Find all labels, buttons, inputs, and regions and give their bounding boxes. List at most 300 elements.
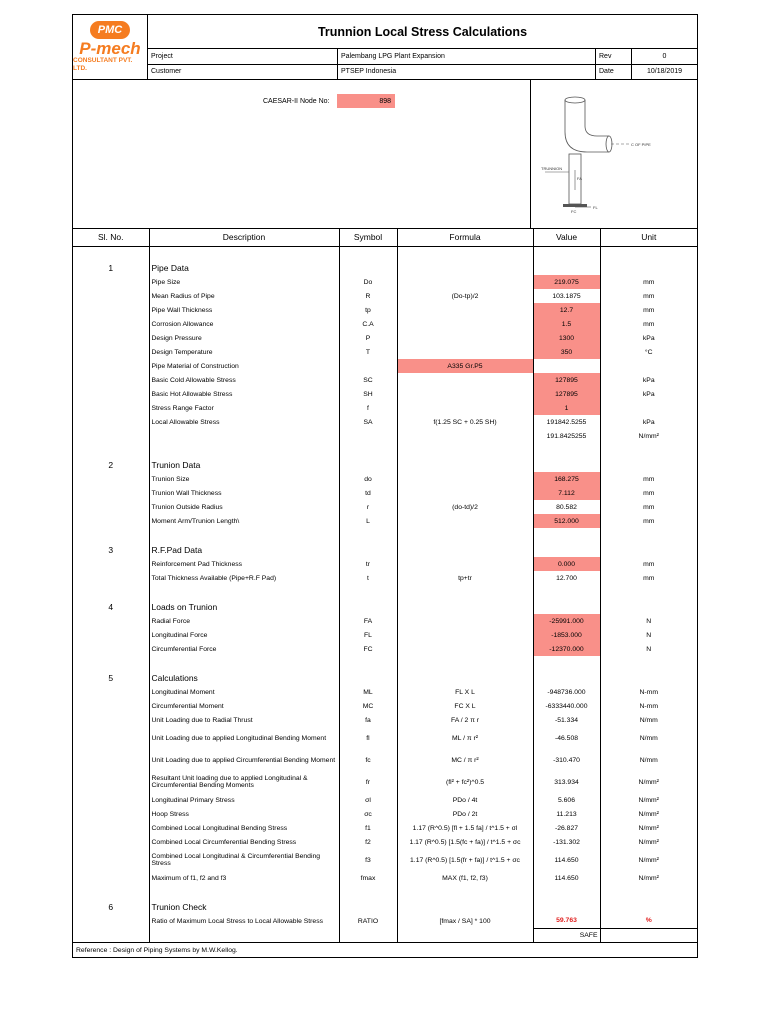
cell-desc: Trunion Outside Radius xyxy=(149,500,339,514)
cell-no xyxy=(73,571,149,585)
cell-no xyxy=(73,685,149,699)
column-header-row xyxy=(73,229,697,246)
cell-sym xyxy=(339,429,397,443)
section-row xyxy=(73,670,697,685)
table-row xyxy=(73,614,697,628)
table-row xyxy=(73,514,697,528)
section-row xyxy=(73,599,697,614)
cell-unit: N/mm xyxy=(639,734,658,742)
cell-unit: N/mm² xyxy=(638,796,659,804)
cell-no xyxy=(73,914,149,928)
cell-desc: Design Pressure xyxy=(149,331,339,345)
cell-form: f(1.25 SC + 0.25 SH) xyxy=(397,415,533,429)
cell-no xyxy=(73,500,149,514)
cell-desc: Unit Loading due to Radial Thrust xyxy=(149,713,339,727)
cell-sym: fmax xyxy=(339,871,397,885)
cell-form xyxy=(397,246,533,260)
cell-form xyxy=(397,599,533,614)
cell-form xyxy=(397,275,533,289)
sketch-fa-label: FA xyxy=(577,176,582,181)
cell-sym: tr xyxy=(339,557,397,571)
cell-unit: N xyxy=(646,617,652,625)
table-row xyxy=(73,500,697,514)
cell-val xyxy=(533,656,600,670)
cell-val: -46.508 xyxy=(533,727,600,749)
cell-sym: R xyxy=(339,289,397,303)
cell-desc: Mean Radius of Pipe xyxy=(149,289,339,303)
table-row xyxy=(73,486,697,500)
cell-no xyxy=(73,429,149,443)
cell-form xyxy=(397,514,533,528)
cell-sym: tp xyxy=(339,303,397,317)
logo-subtitle: CONSULTANT PVT. LTD. xyxy=(73,57,133,72)
cell-sym xyxy=(339,599,397,614)
cell-val: 350 xyxy=(533,345,600,359)
node-value: 898 xyxy=(337,94,395,108)
table-row xyxy=(73,914,697,928)
cell-val xyxy=(533,246,600,260)
cell-unit: mm xyxy=(643,503,655,511)
cell-unit: mm xyxy=(643,475,655,483)
cell-sym xyxy=(339,528,397,542)
cell-desc: Local Allowable Stress xyxy=(149,415,339,429)
cell-sym xyxy=(339,885,397,899)
cell-sym xyxy=(339,359,397,373)
cell-sym xyxy=(339,585,397,599)
cell-desc: Corrosion Allowance xyxy=(149,317,339,331)
section-row xyxy=(73,542,697,557)
cell-desc: Trunion Check xyxy=(149,899,339,914)
cell-sym xyxy=(339,457,397,472)
cell-desc: Trunion Wall Thickness xyxy=(149,486,339,500)
column-header: Symbol xyxy=(339,229,397,246)
table-row xyxy=(73,472,697,486)
table-row xyxy=(73,359,697,373)
cell-no xyxy=(73,628,149,642)
trunnion-sketch xyxy=(530,80,697,228)
cell-sym: SA xyxy=(339,415,397,429)
cell-form xyxy=(397,345,533,359)
cell-sym: RATIO xyxy=(339,914,397,928)
cell-form: FL X L xyxy=(397,685,533,699)
cell-unit: mm xyxy=(643,574,655,582)
cell-desc: Combined Local Circumferential Bending Stress xyxy=(149,835,339,849)
cell-desc xyxy=(149,528,339,542)
blank-row xyxy=(73,443,697,457)
cell-val: 127895 xyxy=(533,387,600,401)
node-area xyxy=(73,80,697,229)
cell-form: 1.17 (R^0.5) [fl + 1.5 fa] / t^1.5 + σl xyxy=(397,821,533,835)
cell-form xyxy=(397,317,533,331)
table-row xyxy=(73,571,697,585)
cell-unit: N/mm² xyxy=(638,778,659,786)
cell-val xyxy=(533,443,600,457)
cell-no: 3 xyxy=(73,542,149,557)
cell-sym: f1 xyxy=(339,821,397,835)
cell-sym: f3 xyxy=(339,849,397,871)
cell-sym xyxy=(339,670,397,685)
cell-val: -51.334 xyxy=(533,713,600,727)
cell-desc: Pipe Size xyxy=(149,275,339,289)
cell-no xyxy=(73,807,149,821)
column-header: Unit xyxy=(600,229,697,246)
table-row xyxy=(73,387,697,401)
cell-val xyxy=(533,528,600,542)
cell-desc: Stress Range Factor xyxy=(149,401,339,415)
date-value: 10/18/2019 xyxy=(646,68,683,76)
cell-val: 219.075 xyxy=(533,275,600,289)
cell-val: 1 xyxy=(533,401,600,415)
cell-no xyxy=(73,727,149,749)
cell-no xyxy=(73,656,149,670)
cell-form xyxy=(397,429,533,443)
cell-no xyxy=(73,557,149,571)
cell-unit xyxy=(600,599,697,614)
cell-val: -1853.000 xyxy=(533,628,600,642)
cell-unit xyxy=(600,359,697,373)
column-header: Formula xyxy=(397,229,533,246)
cell-val: -26.827 xyxy=(533,821,600,835)
cell-unit: N/mm xyxy=(639,716,658,724)
cell-unit: kPa xyxy=(642,418,655,426)
section-row xyxy=(73,260,697,275)
cell-val: 168.275 xyxy=(533,472,600,486)
cell-val: -6333440.000 xyxy=(533,699,600,713)
cell-form: ML / π r² xyxy=(397,727,533,749)
cell-form xyxy=(397,443,533,457)
cell-val: 80.582 xyxy=(533,500,600,514)
cell-unit: N/mm² xyxy=(638,856,659,864)
cell-desc: Longitudinal Moment xyxy=(149,685,339,699)
cell-no xyxy=(73,713,149,727)
cell-val: -310.470 xyxy=(533,749,600,771)
cell-desc: Hoop Stress xyxy=(149,807,339,821)
cell-val: 512.000 xyxy=(533,514,600,528)
cell-sym: C.A xyxy=(339,317,397,331)
cell-sym: fl xyxy=(339,727,397,749)
cell-val xyxy=(533,585,600,599)
section-row xyxy=(73,899,697,914)
node-label: CAESAR-II Node No: xyxy=(263,98,330,105)
project-label: Project xyxy=(148,49,338,64)
cell-desc xyxy=(149,928,339,942)
cell-sym: td xyxy=(339,486,397,500)
project-value: Palembang LPG Plant Expansion xyxy=(338,49,596,64)
cell-unit: N/mm² xyxy=(638,874,659,882)
sketch-fc-label: FC xyxy=(571,209,577,214)
logo-badge: PMC xyxy=(90,21,130,39)
column-header: Value xyxy=(533,229,600,246)
cell-unit: mm xyxy=(643,306,655,314)
cell-desc: Basic Hot Allowable Stress xyxy=(149,387,339,401)
section-row xyxy=(73,457,697,472)
cell-sym xyxy=(339,542,397,557)
cell-unit: mm xyxy=(643,560,655,568)
cell-no xyxy=(73,359,149,373)
cell-sym: do xyxy=(339,472,397,486)
table-row xyxy=(73,713,697,727)
cell-val xyxy=(533,899,600,914)
cell-form xyxy=(397,542,533,557)
cell-sym: SC xyxy=(339,373,397,387)
cell-val: 114.650 xyxy=(533,871,600,885)
cell-no xyxy=(73,443,149,457)
cell-form xyxy=(397,656,533,670)
cell-form: 1.17 (R^0.5) [1.5(fc + fa)] / t^1.5 + σc xyxy=(397,835,533,849)
cell-val: 5.606 xyxy=(533,793,600,807)
cell-no: 2 xyxy=(73,457,149,472)
cell-val: 12.7 xyxy=(533,303,600,317)
blank-row xyxy=(73,246,697,260)
cell-unit xyxy=(600,928,697,942)
cell-unit: mm xyxy=(643,489,655,497)
cell-sym: SH xyxy=(339,387,397,401)
cell-unit xyxy=(600,670,697,685)
cell-form: A335 Gr.P5 xyxy=(397,359,533,373)
cell-form xyxy=(397,486,533,500)
cell-sym: σl xyxy=(339,793,397,807)
cell-sym: FA xyxy=(339,614,397,628)
cell-no xyxy=(73,642,149,656)
cell-desc: Design Temperature xyxy=(149,345,339,359)
cell-unit: N-mm xyxy=(639,702,658,710)
cell-form: [fmax / SA] * 100 xyxy=(397,914,533,928)
cell-desc: Circumferential Moment xyxy=(149,699,339,713)
table-row xyxy=(73,821,697,835)
cell-desc: Pipe Data xyxy=(149,260,339,275)
table-row xyxy=(73,401,697,415)
cell-desc: Radial Force xyxy=(149,614,339,628)
calculation-table xyxy=(73,229,697,942)
cell-no xyxy=(73,749,149,771)
cell-val: SAFE xyxy=(533,928,600,942)
cell-form: PDo / 2t xyxy=(397,807,533,821)
cell-unit xyxy=(600,457,697,472)
cell-val: 127895 xyxy=(533,373,600,387)
cell-no: 6 xyxy=(73,899,149,914)
cell-unit: % xyxy=(645,917,652,925)
cell-form xyxy=(397,928,533,942)
cell-val: 103.1875 xyxy=(533,289,600,303)
cell-no xyxy=(73,771,149,793)
cell-desc xyxy=(149,585,339,599)
cell-unit: N-mm xyxy=(639,688,658,696)
cell-val: 11.213 xyxy=(533,807,600,821)
cell-unit: mm xyxy=(643,517,655,525)
table-row xyxy=(73,727,697,749)
cell-form: 1.17 (R^0.5) [1.5(fr + fa)] / t^1.5 + σc xyxy=(397,849,533,871)
cell-val: 59.763 xyxy=(533,914,600,928)
blank-row xyxy=(73,656,697,670)
column-header: Sl. No. xyxy=(73,229,149,246)
customer-label: Customer xyxy=(148,65,338,80)
cell-no: 4 xyxy=(73,599,149,614)
cell-desc: Maximum of f1, f2 and f3 xyxy=(149,871,339,885)
table-row xyxy=(73,317,697,331)
cell-unit: N/mm xyxy=(639,756,658,764)
cell-sym: ML xyxy=(339,685,397,699)
customer-value: PTSEP Indonesia xyxy=(338,65,596,80)
cell-desc: Pipe Material of Construction xyxy=(149,359,339,373)
cell-desc: Circumferential Force xyxy=(149,642,339,656)
cell-desc: Unit Loading due to applied Circumferential Bending Moment xyxy=(149,749,339,771)
cell-val: 191842.5255 xyxy=(533,415,600,429)
customer-row xyxy=(148,64,697,80)
cell-desc: Trunion Size xyxy=(149,472,339,486)
cell-desc xyxy=(149,246,339,260)
cell-unit: kPa xyxy=(642,376,655,384)
cell-desc: R.F.Pad Data xyxy=(149,542,339,557)
table-row xyxy=(73,642,697,656)
rev-label: Rev xyxy=(596,49,632,64)
table-row xyxy=(73,345,697,359)
cell-sym: fc xyxy=(339,749,397,771)
cell-unit: N xyxy=(646,631,652,639)
cell-form xyxy=(397,557,533,571)
sheet-header xyxy=(73,15,697,80)
cell-unit: °C xyxy=(644,348,653,356)
cell-sym: r xyxy=(339,500,397,514)
cell-val xyxy=(533,260,600,275)
cell-sym xyxy=(339,246,397,260)
page-title: Trunnion Local Stress Calculations xyxy=(148,15,697,49)
cell-form xyxy=(397,585,533,599)
cell-desc: Loads on Trunion xyxy=(149,599,339,614)
cell-no xyxy=(73,486,149,500)
cell-form xyxy=(397,260,533,275)
cell-val: 114.650 xyxy=(533,849,600,871)
table-row xyxy=(73,275,697,289)
cell-no xyxy=(73,317,149,331)
cell-form xyxy=(397,885,533,899)
cell-no xyxy=(73,585,149,599)
cell-desc: Trunion Data xyxy=(149,457,339,472)
cell-form: (Do-tp)/2 xyxy=(397,289,533,303)
table-row xyxy=(73,303,697,317)
cell-form: (fl² + fc²)^0.5 xyxy=(397,771,533,793)
cell-no xyxy=(73,514,149,528)
company-logo xyxy=(73,15,148,79)
cell-form xyxy=(397,614,533,628)
cell-sym: f2 xyxy=(339,835,397,849)
cell-val xyxy=(533,885,600,899)
cell-sym: fa xyxy=(339,713,397,727)
cell-no xyxy=(73,415,149,429)
cell-form xyxy=(397,642,533,656)
cell-desc: Ratio of Maximum Local Stress to Local Allowable Stress xyxy=(149,914,339,928)
cell-val xyxy=(533,457,600,472)
cell-sym: f xyxy=(339,401,397,415)
cell-unit: N/mm² xyxy=(638,810,659,818)
blank-row xyxy=(73,585,697,599)
cell-sym xyxy=(339,443,397,457)
cell-unit: mm xyxy=(643,292,655,300)
cell-val: -131.302 xyxy=(533,835,600,849)
cell-no xyxy=(73,373,149,387)
table-row xyxy=(73,807,697,821)
cell-form: tp+tr xyxy=(397,571,533,585)
cell-desc: Longitudinal Force xyxy=(149,628,339,642)
table-row xyxy=(73,289,697,303)
cell-no xyxy=(73,835,149,849)
table-row xyxy=(73,771,697,793)
cell-unit xyxy=(600,885,697,899)
cell-unit xyxy=(600,528,697,542)
cell-no xyxy=(73,401,149,415)
cell-unit: N/mm² xyxy=(638,824,659,832)
cell-form: FA / 2 π r xyxy=(397,713,533,727)
cell-unit: N/mm² xyxy=(638,432,659,440)
trunnion-diagram xyxy=(531,80,697,228)
cell-form: MC / π r² xyxy=(397,749,533,771)
sketch-fl-label: FL xyxy=(593,205,598,210)
cell-desc: Pipe Wall Thickness xyxy=(149,303,339,317)
cell-unit: kPa xyxy=(642,390,655,398)
cell-val: 313.934 xyxy=(533,771,600,793)
cell-desc: Resultant Unit loading due to applied Longitudinal & Circumferential Bending Moments xyxy=(149,771,339,793)
cell-unit xyxy=(600,899,697,914)
cell-form xyxy=(397,528,533,542)
cell-no xyxy=(73,793,149,807)
cell-no xyxy=(73,289,149,303)
cell-unit: mm xyxy=(643,278,655,286)
column-header: Description xyxy=(149,229,339,246)
cell-sym: MC xyxy=(339,699,397,713)
cell-sym: P xyxy=(339,331,397,345)
cell-sym: L xyxy=(339,514,397,528)
cell-form: MAX (f1, f2, f3) xyxy=(397,871,533,885)
cell-form: PDo / 4t xyxy=(397,793,533,807)
cell-no xyxy=(73,614,149,628)
cell-sym xyxy=(339,260,397,275)
cell-sym xyxy=(339,899,397,914)
cell-no xyxy=(73,821,149,835)
cell-form: (do-td)/2 xyxy=(397,500,533,514)
cell-form xyxy=(397,472,533,486)
cell-form xyxy=(397,628,533,642)
cell-unit xyxy=(600,401,697,415)
cell-no: 1 xyxy=(73,260,149,275)
cell-sym: σc xyxy=(339,807,397,821)
cell-val: 1300 xyxy=(533,331,600,345)
cell-sym: T xyxy=(339,345,397,359)
table-row xyxy=(73,749,697,771)
cell-val: 12.700 xyxy=(533,571,600,585)
sketch-note: C OF PIPE xyxy=(631,142,651,147)
sketch-trunnion-label: TRUNNION xyxy=(541,166,563,171)
cell-unit: N xyxy=(646,645,652,653)
table-row xyxy=(73,871,697,885)
cell-desc: Moment Arm/Trunion Length\ xyxy=(149,514,339,528)
table-row xyxy=(73,699,697,713)
cell-desc: Longitudinal Primary Stress xyxy=(149,793,339,807)
cell-sym: FC xyxy=(339,642,397,656)
cell-no xyxy=(73,472,149,486)
cell-val xyxy=(533,359,600,373)
table-row xyxy=(73,415,697,429)
table-row xyxy=(73,685,697,699)
header-info xyxy=(148,15,697,79)
cell-desc: Basic Cold Allowable Stress xyxy=(149,373,339,387)
cell-no xyxy=(73,331,149,345)
cell-form xyxy=(397,457,533,472)
cell-unit xyxy=(600,656,697,670)
cell-no xyxy=(73,699,149,713)
cell-unit xyxy=(600,443,697,457)
calculation-sheet xyxy=(72,14,698,958)
cell-no xyxy=(73,528,149,542)
table-row xyxy=(73,331,697,345)
